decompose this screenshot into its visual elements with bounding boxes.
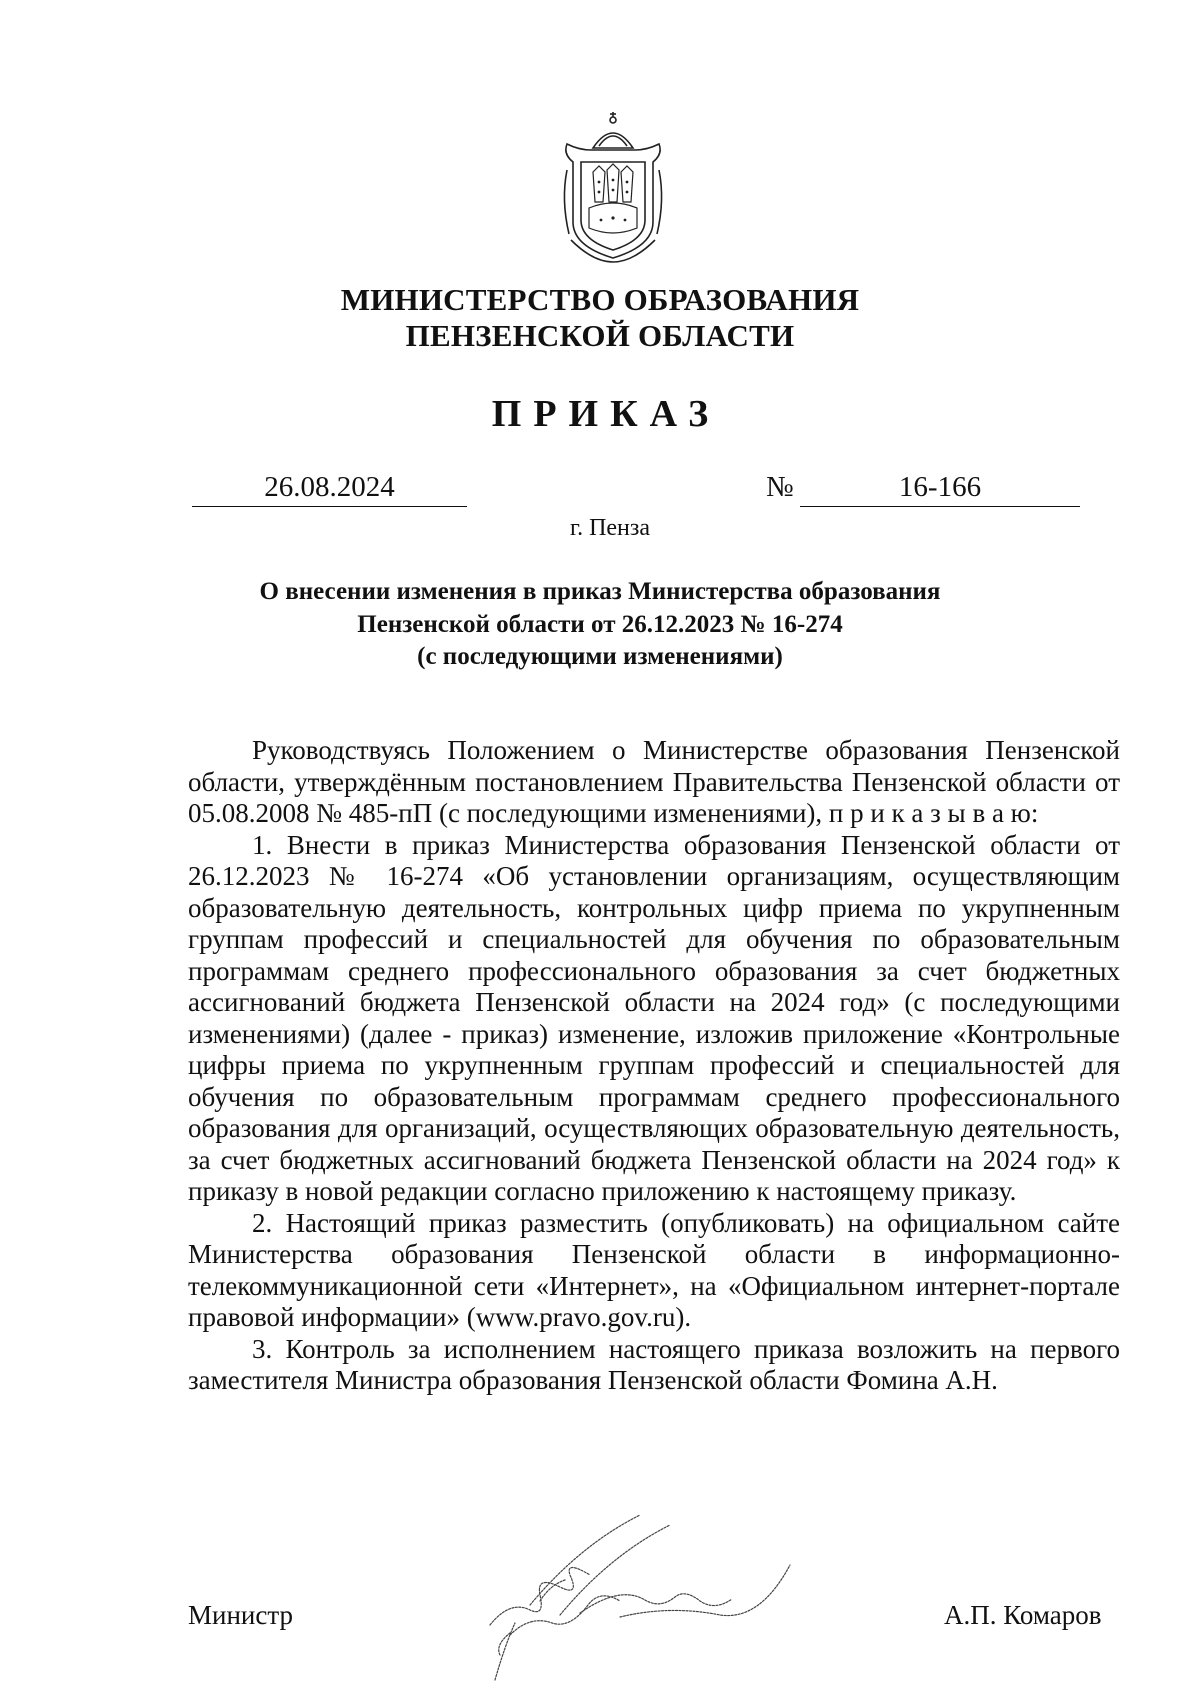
document-body (188, 735, 1120, 1397)
subject-line-1: О внесении изменения в приказ Министерства образования (259, 578, 941, 605)
ministry-name-line-2: ПЕНЗЕНСКОЙ ОБЛАСТИ (405, 318, 795, 353)
body-paragraph-3: 3. Контроль за исполнением настоящего приказа возложить на первого заместителя Министра образования Пензенской области Фомина А.Н. (188, 1333, 1120, 1395)
body-paragraph-1: 1. Внести в приказ Министерства образования Пензенской области от 26.12.2023 № 16-274 «Об установлении организациям, осуществляющим образовательную деятельность, контрольных цифр приема по укрупненным группам профессий и специальностей для обучения по образовательным программам среднего профессионального образования за счет бюджетных ассигнований бюджета Пензенской области на 2024 год» (с последующими изменениями) (далее - приказ) изменение, изложив приложение «Контрольные цифры приема по укрупненным группам профессий и специальностей для обучения по образовательным программам среднего профессионального образования для организаций, осуществляющих образовательную деятельность, за счет бюджетных ассигнований бюджета Пензенской области на 2024 год» к приказу в новой редакции согласно приложению к настоящему приказу. (188, 829, 1120, 1206)
signer-position: Министр (188, 1600, 293, 1630)
number-sign: № (766, 471, 794, 503)
subject-line-3: (с последующими изменениями) (417, 643, 783, 670)
body-paragraph-2: 2. Настоящий приказ разместить (опубликовать) на официальном сайте Министерства образования Пензенской области в информационно-телекоммуникационной сети «Интернет», на «Официальном интернет-портале правовой информации» (www.pravo.gov.ru). (188, 1207, 1120, 1332)
subject-line-2: Пензенской области от 26.12.2023 № 16-274 (357, 611, 843, 638)
ministry-name-line-1: МИНИСТЕРСТВО ОБРАЗОВАНИЯ (340, 282, 860, 317)
city-name: г. Пенза (569, 515, 651, 541)
coat-of-arms-icon (553, 110, 673, 265)
body-paragraph-preamble: Руководствуясь Положением о Министерстве образования Пензенской области, утверждённым постановлением Правительства Пензенской области от 05.08.2008 № 485-пП (с последующими изменениями), п р и к а з ы в а ю: (188, 735, 1120, 828)
document-type-title: ПРИКАЗ (491, 393, 721, 435)
order-date: 26.08.2024 (192, 470, 467, 507)
order-number: 16-166 (800, 470, 1080, 507)
handwritten-signature-icon (470, 1505, 810, 1685)
signer-name: А.П. Комаров (944, 1600, 1102, 1630)
